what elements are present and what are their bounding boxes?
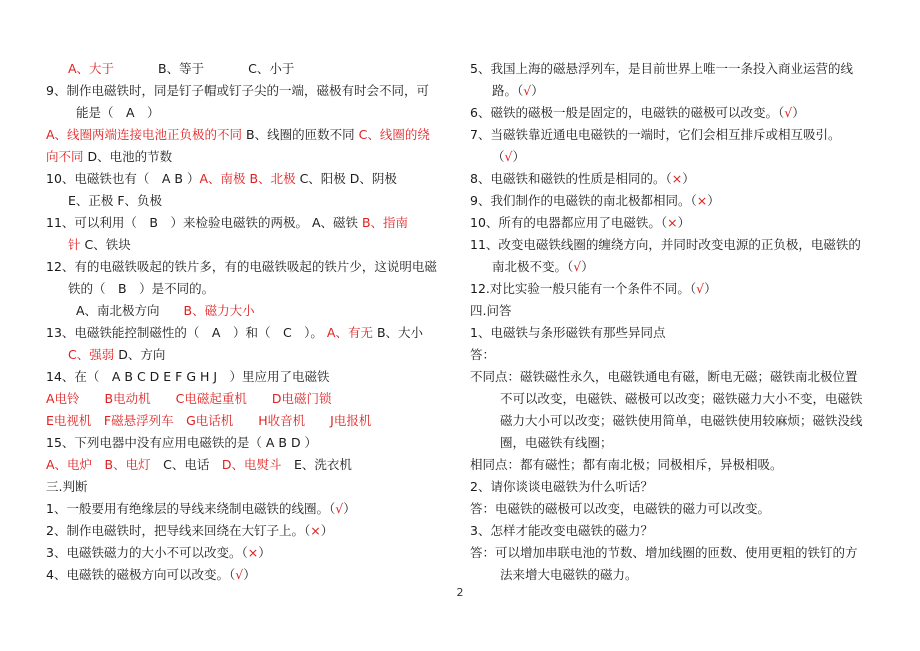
judge-3-text: 3、电磁铁磁力的大小不可以改变。（	[46, 545, 248, 560]
section-4-title: 四.问答	[470, 303, 512, 318]
close-paren: ）	[343, 501, 356, 516]
q15-option-c: C、电话	[150, 457, 210, 472]
close-paren: ）	[704, 281, 717, 296]
answer-label: 答：	[470, 347, 496, 362]
judge-8-text: 8、电磁铁和磁铁的性质是相同的。（	[470, 171, 672, 186]
close-paren: ）	[243, 567, 256, 582]
q12-stem: 12、有的电磁铁吸起的铁片多，有的电磁铁吸起的铁片少，这说明电磁	[46, 259, 437, 274]
q9-option-c-cont: 向不同	[46, 149, 84, 164]
q12-option-a: A、南北极方向	[76, 303, 164, 318]
q11-options	[46, 234, 458, 256]
check-mark-icon: √	[335, 501, 344, 516]
judge-6-text: 6、磁铁的磁极一般是固定的，电磁铁的磁极可以改变。（	[470, 105, 785, 120]
q12-options	[46, 300, 458, 322]
q15-option-e: E、洗衣机	[281, 457, 352, 472]
cross-mark-icon: ×	[247, 545, 259, 560]
judge-4	[46, 564, 458, 586]
check-mark-icon: √	[784, 105, 793, 120]
q12-stem-2: 铁的（ B ）是不同的。	[68, 281, 215, 296]
q9-options-1	[46, 124, 458, 146]
same-line: 相同点：都有磁性；都有南北极；同极相斥，异极相吸。	[470, 457, 783, 472]
section-3-title: 三.判断	[46, 479, 88, 494]
q9-stem: 9、制作电磁铁时，同是钉子帽或钉子尖的一端，磁极有时会不同，可	[46, 83, 429, 98]
check-mark-icon: √	[696, 281, 705, 296]
q14-options-2: E电视机 F磁悬浮列车 G电话机 H收音机 J电报机	[46, 413, 372, 428]
judge-11-text: 南北极不变。（	[492, 259, 574, 274]
judge-1	[46, 498, 458, 520]
q13-option-a: A、有无	[322, 325, 373, 340]
q12-option-b: B、磁力大小	[183, 303, 255, 318]
close-paren: ）	[258, 545, 271, 560]
q9-option-a: A、线圈两端连接电池正负极的不同	[46, 127, 243, 142]
judge-9-text: 9、我们制作的电磁铁的南北极都相同。（	[470, 193, 697, 208]
q9-option-c: C、线圈的绕	[358, 127, 430, 142]
q8-options	[46, 58, 458, 80]
option-c: C、小于	[248, 61, 295, 76]
q14-stem: 14、在（ A B C D E F G H J ）里应用了电磁铁	[46, 369, 330, 384]
q10-other: C、阳极 D、阴极	[295, 171, 397, 186]
judge-12	[470, 278, 878, 300]
close-paren: ）	[682, 171, 695, 186]
close-paren: ）	[320, 523, 334, 538]
judge-5-text: 路。（	[492, 83, 524, 98]
q13-options	[46, 344, 458, 366]
judge-3	[46, 542, 458, 564]
q15-options	[46, 454, 458, 476]
judge-2-text: 2、制作电磁铁时，把导线来回绕在大钉子上。（	[46, 523, 311, 538]
q15-option-ab: A、电炉 B、电灯	[46, 457, 151, 472]
judge-2	[46, 520, 458, 542]
judge-7: 7、当磁铁靠近通电电磁铁的一端时，它们会相互排斥或相互吸引。	[470, 127, 841, 142]
close-paren: ）	[677, 215, 691, 230]
q13-stem	[46, 322, 458, 344]
q11-correct: B、指南	[361, 215, 409, 230]
q9-option-b: B、线圈的匝数不同	[242, 127, 359, 142]
q11-correct-cont: 针	[68, 237, 81, 252]
close-paren: ）	[531, 83, 544, 98]
qa-3-answer-cont: 法来增大电磁铁的磁力。	[500, 567, 638, 582]
check-mark-icon: √	[235, 567, 244, 582]
judge-7-cont	[470, 146, 878, 168]
qa-2-answer: 答：电磁铁的磁极可以改变，电磁铁的磁力可以改变。	[470, 501, 771, 516]
diff-line-4: 圈，电磁铁有线圈；	[500, 435, 613, 450]
judge-8	[470, 168, 878, 190]
judge-5-cont	[470, 80, 878, 102]
q14-options-1: A电铃 B电动机 C电磁起重机 D电磁门锁	[46, 391, 332, 406]
judge-6	[470, 102, 878, 124]
diff-line-1: 不同点：磁铁磁性永久，电磁铁通电有磁，断电无磁；磁铁南北极位置	[470, 369, 858, 384]
judge-5: 5、我国上海的磁悬浮列车，是目前世界上唯一一条投入商业运营的线	[470, 61, 853, 76]
q15-stem: 15、下列电器中没有应用电磁铁的是（ A B D ）	[46, 435, 318, 450]
judge-11-cont	[470, 256, 878, 278]
close-paren: ）	[512, 149, 525, 164]
option-a: A、大于	[68, 61, 115, 76]
qa-1: 1、电磁铁与条形磁铁有那些异同点	[470, 325, 666, 340]
page-number: 2	[456, 586, 464, 599]
diff-line-2: 不可以改变，电磁铁、磁极可以改变；磁铁磁力大小不变，电磁铁	[500, 391, 863, 406]
close-paren: ）	[707, 193, 720, 208]
judge-12-text: 12.对比实验一般只能有一个条件不同。（	[470, 281, 697, 296]
judge-4-text: 4、电磁铁的磁极方向可以改变。（	[46, 567, 236, 582]
q9-option-d: D、电池的节数	[83, 149, 173, 164]
q9-answer: 能是（ A ）	[76, 105, 160, 120]
q13-option-c: C、强弱	[68, 347, 115, 362]
diff-line-3: 磁力大小可以改变；磁铁使用简单，电磁铁使用较麻烦；磁铁没线	[500, 413, 863, 428]
q9-options-2	[46, 146, 458, 168]
check-mark-icon: √	[523, 83, 532, 98]
q11-stem	[46, 212, 458, 234]
right-column	[470, 58, 878, 586]
qa-3-answer: 答：可以增加串联电池的节数、增加线圈的匝数、使用更粗的铁钉的方	[470, 545, 858, 560]
close-paren: ）	[792, 105, 805, 120]
q13-option-b: B、大小	[372, 325, 424, 340]
q10-stem	[46, 168, 458, 190]
left-column	[46, 58, 458, 586]
q10-options: E、正极 F、负极	[68, 193, 163, 208]
q13-text: 13、电磁铁能控制磁性的（ A ）和（ C ）。	[46, 325, 323, 340]
cross-mark-icon: ×	[671, 171, 683, 186]
judge-11: 11、改变电磁铁线圈的缠绕方向，并同时改变电源的正负极，电磁铁的	[470, 237, 861, 252]
cross-mark-icon: ×	[310, 523, 321, 538]
judge-10-text: 10、所有的电器都应用了电磁铁。（	[470, 215, 668, 230]
q10-correct: A、南极 B、北极	[199, 171, 296, 186]
open-paren: （	[492, 149, 505, 164]
option-b: B、等于	[158, 61, 205, 76]
q10-text: 10、电磁铁也有（ A B ）	[46, 171, 200, 186]
check-mark-icon: √	[573, 259, 582, 274]
q13-option-d: D、方向	[114, 347, 166, 362]
q11-option-c: C、铁块	[80, 237, 131, 252]
q11-text: 11、可以利用（ B ）来检验电磁铁的两极。 A、磁铁	[46, 215, 362, 230]
cross-mark-icon: ×	[667, 215, 678, 230]
q15-option-d: D、电熨斗	[209, 457, 282, 472]
qa-2: 2、请你谈谈电磁铁为什么听话？	[470, 479, 653, 494]
judge-9	[470, 190, 878, 212]
judge-1-text: 1、一般要用有绝缘层的导线来绕制电磁铁的线圈。（	[46, 501, 336, 516]
check-mark-icon: √	[504, 149, 513, 164]
qa-3: 3、怎样才能改变电磁铁的磁力？	[470, 523, 653, 538]
close-paren: ）	[581, 259, 594, 274]
cross-mark-icon: ×	[696, 193, 708, 208]
judge-10	[470, 212, 878, 234]
